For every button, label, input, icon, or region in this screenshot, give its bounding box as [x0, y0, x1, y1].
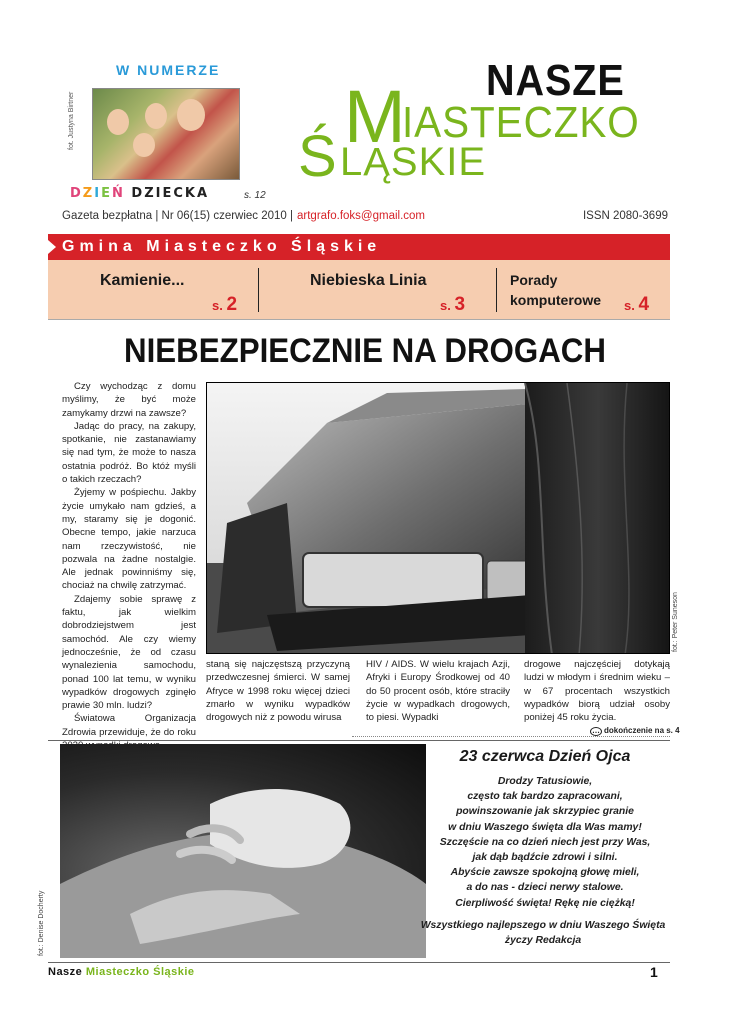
continued-link[interactable]: … dokończenie na s. 4	[592, 726, 680, 735]
article-col-4: drogowe najczęściej dotykają ludzi w młodym i średnim wieku – w 67 procentach wszystkich wypadków biorą udział osoby poniżej 45 roku życia.	[524, 659, 670, 724]
teaser-porady[interactable]: Porady komputerowe	[510, 272, 602, 308]
photo-credit-thumb: fot. Justyna Birtner	[68, 91, 75, 150]
photo-credit-crash: fot.: Peter Suneson	[672, 592, 679, 652]
childrens-day-page: s. 12	[244, 190, 266, 201]
logo-m: M	[344, 75, 406, 158]
divider	[496, 268, 497, 312]
divider	[258, 268, 259, 312]
childrens-day-label: DZIEŃ DZIECKA	[70, 186, 210, 201]
article-headline: NIEBEZPIECZNIE NA DROGACH	[124, 332, 606, 370]
logo-nasze: NASZE	[486, 56, 625, 105]
page-number: 1	[650, 964, 658, 980]
logo-iasteczko: IASTECZKO	[402, 98, 640, 147]
article-col-1: Czy wychodząc z domu myślimy, że być może zamykamy drzwi na zawsze? Jadąc do pracy, na zakupy, spotkanie, nie zastanawiamy się nad tym, że może to nasza ostatnia podróż. Bo któż myśli o takich rzeczach? Żyjemy w pośpiechu. Jakby życie umykało nam gdzieś, a my, staramy się je dogonić. Obecne tempo, jakie narzuca nam rzeczywistość, nie pozwala na żadne nostalgie. Ale jednak powinniśmy się, chociaż na chwilę zatrzymać. Zdajemy sobie sprawę z faktu, jak wielkim dobrodziejstwem jest samochód. Ale czy wiemy jednocześnie, że od czasu wynalezienia samochodu, ponad 100 lat temu, w wyniku wypadków drogowych zginęło prawie 30 mln. ludzi? Światowa Organizacja Zdrowia przewiduje, że do roku	[62, 381, 196, 738]
hands-photo	[60, 744, 426, 958]
ellipsis-icon: …	[592, 726, 600, 735]
childrens-day-photo	[92, 88, 240, 180]
photo-credit-hands: fot.: Denise Docherty	[38, 890, 45, 956]
teaser-kamienie[interactable]: Kamienie...	[100, 272, 185, 289]
teaser-kamienie-page: s. 2	[212, 294, 238, 315]
logo-laskie: LĄSKIE	[340, 140, 487, 184]
in-issue-label: W NUMERZE	[116, 62, 221, 78]
issn: ISSN 2080-3699	[582, 210, 668, 222]
arrow-icon	[48, 240, 56, 254]
teaser-niebieska-page: s. 3	[440, 294, 466, 315]
section-rule	[48, 740, 670, 741]
fathers-day-title: 23 czerwca Dzień Ojca	[459, 748, 631, 765]
teaser-porady-page: s. 4	[624, 294, 650, 315]
footer-brand: Nasze Miasteczko Śląskie	[48, 966, 195, 978]
fathers-day-wishes: Wszystkiego najlepszego w dniu Waszego Święta życzy Redakcja	[420, 920, 666, 947]
article-col-3: HIV / AIDS. W wielu krajach Azji, Afryki i Europy Środkowej od 40 do 50 procent osób, które straciły życie w wypadkach drogowych, to piesi. Wypadki	[366, 659, 510, 724]
car-crash-photo	[206, 382, 670, 654]
logo-s: Ś	[298, 124, 337, 189]
article-col-2: staną się najczęstszą przyczyną przedwczesnej śmierci. W samej Afryce w 1998 roku więcej dzieci zmarło w wyniku wypadków drogowych niż z powodu wirusa	[206, 659, 350, 724]
teaser-niebieska-linia[interactable]: Niebieska Linia	[310, 272, 427, 289]
free-label: Gazeta bezpłatna	[62, 210, 153, 222]
fathers-day-poem: Drodzy Tatusiowie, często tak bardzo zapracowani, powinszowanie jak skrzypiec granie w dniu Waszego święta dla Was mamy! Szczęście na co dzień niech jest przy Was, jak dąb bądźcie zdrowi i silni. Abyście zawsze spokojną głowę mieli, a do nas - dzieci nerwy stalowe. Cierpliwość święta! Rękę nie ciężką!	[439, 776, 651, 909]
email-link[interactable]: artgrafo.foks@gmail.com	[297, 210, 426, 222]
footer-rule	[48, 962, 670, 963]
gmina-title: Gmina Miasteczko Śląskie	[62, 238, 382, 255]
dotted-rule	[352, 736, 670, 737]
issue-number: Nr 06(15) czerwiec 2010	[161, 210, 287, 222]
info-line: Gazeta bezpłatna | Nr 06(15) czerwiec 2010 | artgrafo.foks@gmail.com ISSN 2080-3699	[62, 210, 668, 222]
